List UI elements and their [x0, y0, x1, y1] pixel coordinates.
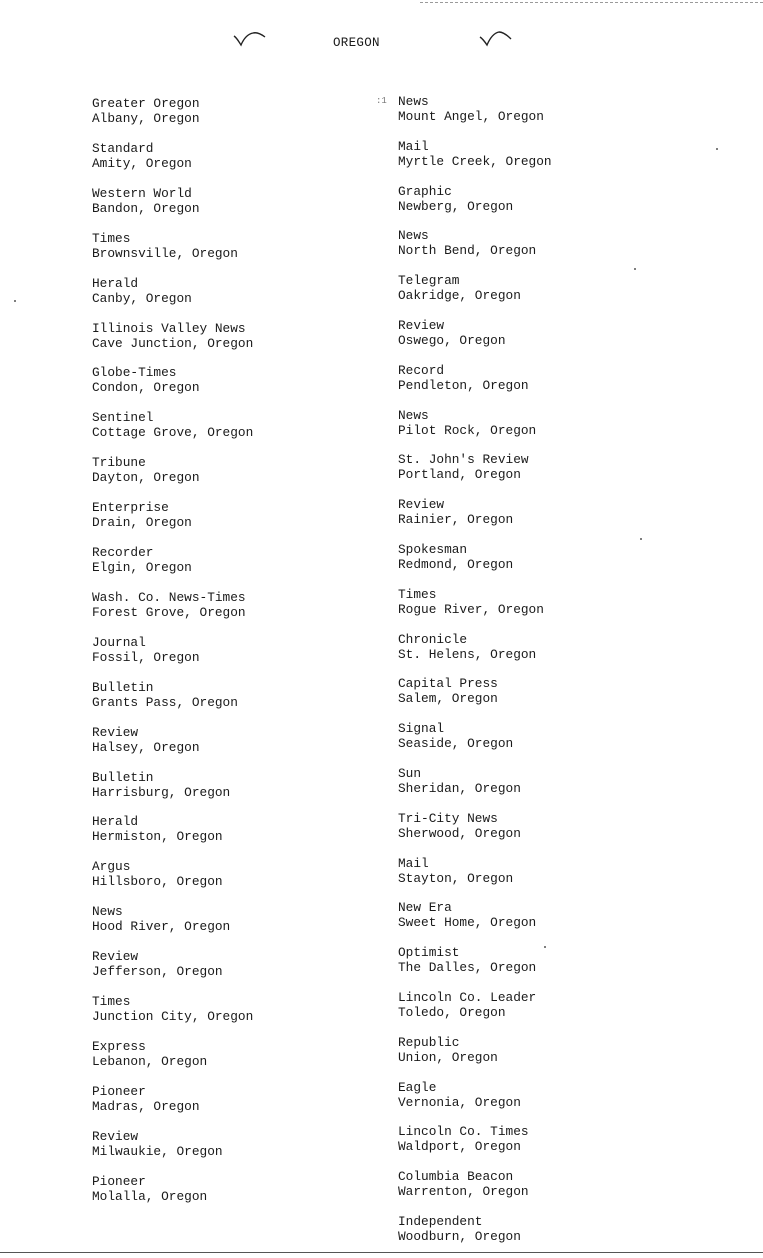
newspaper-name: Pioneer	[92, 1173, 146, 1189]
newspaper-city: Sweet Home, Oregon	[398, 915, 537, 931]
newspaper-name: Sentinel	[92, 410, 154, 426]
checkmark-icon	[232, 26, 266, 48]
newspaper-city: Molalla, Oregon	[92, 1188, 208, 1204]
newspaper-name: Standard	[92, 140, 154, 156]
newspaper-name: Recorder	[92, 545, 154, 560]
list-item	[92, 680, 238, 710]
list-item	[92, 141, 192, 171]
newspaper-name: Tri-City News	[398, 810, 498, 826]
list-item	[398, 1080, 521, 1110]
newspaper-name: St. John's Review	[398, 452, 529, 468]
newspaper-name: Columbia Beacon	[398, 1169, 514, 1185]
newspaper-name: Republic	[398, 1034, 460, 1050]
newspaper-name: Express	[92, 1038, 146, 1054]
newspaper-city: Harrisburg, Oregon	[92, 784, 231, 800]
list-item	[398, 900, 536, 930]
margin-tick: :1	[376, 96, 387, 106]
newspaper-name: Pioneer	[92, 1083, 146, 1099]
list-item	[398, 587, 544, 617]
list-item	[92, 321, 253, 351]
list-item	[398, 721, 513, 751]
newspaper-city: Portland, Oregon	[398, 467, 521, 483]
list-item	[92, 231, 238, 261]
newspaper-city: Canby, Oregon	[92, 290, 192, 306]
newspaper-city: Woodburn, Oregon	[398, 1229, 521, 1244]
newspaper-city: Rogue River, Oregon	[398, 601, 544, 617]
newspaper-city: Mount Angel, Oregon	[398, 109, 544, 124]
list-item	[398, 856, 513, 886]
list-item	[92, 545, 192, 575]
newspaper-city: Pendleton, Oregon	[398, 377, 529, 393]
list-item	[92, 770, 230, 800]
newspaper-name: Globe-Times	[92, 365, 177, 381]
newspaper-name: Wash. Co. News-Times	[92, 589, 246, 605]
newspaper-name: Times	[398, 586, 437, 602]
speck	[640, 538, 642, 540]
newspaper-name: Enterprise	[92, 500, 169, 516]
list-item	[92, 725, 200, 755]
list-item	[398, 363, 529, 393]
list-item	[398, 632, 536, 662]
speck	[716, 148, 718, 150]
newspaper-city: Pilot Rock, Oregon	[398, 422, 537, 438]
newspaper-name: Graphic	[398, 183, 452, 199]
bottom-edge-line	[0, 1252, 763, 1253]
newspaper-city: Toledo, Oregon	[398, 1005, 506, 1020]
newspaper-name: Spokesman	[398, 542, 468, 557]
newspaper-name: Argus	[92, 859, 131, 875]
newspaper-name: Review	[92, 949, 139, 965]
speck	[544, 946, 546, 948]
list-item	[92, 994, 253, 1024]
newspaper-name: Mail	[398, 855, 429, 871]
newspaper-city: Oakridge, Oregon	[398, 288, 521, 304]
newspaper-name: Herald	[92, 275, 139, 291]
newspaper-name: Herald	[92, 814, 139, 830]
newspaper-city: St. Helens, Oregon	[398, 646, 537, 662]
newspaper-name: Lincoln Co. Times	[398, 1124, 529, 1140]
newspaper-name: Journal	[92, 634, 146, 650]
list-item	[398, 811, 521, 841]
newspaper-name: Capital Press	[398, 676, 498, 692]
newspaper-city: Hood River, Oregon	[92, 919, 231, 935]
newspaper-city: Sheridan, Oregon	[398, 781, 521, 796]
newspaper-name: Review	[398, 497, 445, 513]
newspaper-name: Review	[398, 318, 445, 333]
newspaper-city: Salem, Oregon	[398, 691, 498, 707]
page-title: OREGON	[333, 36, 380, 50]
newspaper-name: News	[398, 94, 429, 109]
newspaper-city: Forest Grove, Oregon	[92, 604, 246, 620]
newspaper-city: The Dalles, Oregon	[398, 960, 537, 976]
speck	[14, 300, 16, 302]
newspaper-city: Condon, Oregon	[92, 380, 200, 396]
newspaper-city: Stayton, Oregon	[398, 870, 514, 886]
top-edge-dashes	[420, 2, 763, 3]
list-item	[398, 676, 498, 706]
newspaper-name: Bulletin	[92, 679, 154, 695]
newspaper-city: Waldport, Oregon	[398, 1139, 521, 1155]
list-item	[398, 273, 521, 303]
newspaper-name: News	[398, 407, 429, 423]
newspaper-city: Grants Pass, Oregon	[92, 694, 238, 710]
newspaper-city: Madras, Oregon	[92, 1098, 200, 1114]
list-item	[398, 184, 513, 214]
newspaper-name: Tribune	[92, 455, 146, 471]
newspaper-city: Jefferson, Oregon	[92, 964, 223, 980]
checkmark-icon	[478, 26, 512, 48]
newspaper-name: Illinois Valley News	[92, 320, 246, 336]
newspaper-name: Signal	[398, 721, 445, 737]
list-item	[92, 590, 246, 620]
list-item	[92, 276, 192, 306]
list-item	[398, 1169, 529, 1199]
list-item	[398, 408, 536, 438]
newspaper-name: Greater Oregon	[92, 96, 200, 111]
newspaper-city: North Bend, Oregon	[398, 243, 537, 259]
list-item	[398, 497, 513, 527]
list-item	[398, 94, 544, 124]
newspaper-city: Myrtle Creek, Oregon	[398, 153, 552, 169]
newspaper-name: Eagle	[398, 1079, 437, 1095]
newspaper-name: Review	[92, 724, 139, 740]
newspaper-city: Dayton, Oregon	[92, 470, 200, 486]
newspaper-city: Cave Junction, Oregon	[92, 335, 254, 351]
newspaper-city: Junction City, Oregon	[92, 1009, 254, 1024]
newspaper-city: Elgin, Oregon	[92, 560, 192, 575]
newspaper-city: Cottage Grove, Oregon	[92, 425, 254, 441]
newspaper-city: Drain, Oregon	[92, 515, 192, 531]
newspaper-name: Record	[398, 362, 445, 378]
newspaper-city: Lebanon, Oregon	[92, 1053, 208, 1069]
newspaper-name: Telegram	[398, 273, 460, 289]
newspaper-city: Rainier, Oregon	[398, 512, 514, 528]
newspaper-city: Oswego, Oregon	[398, 333, 506, 348]
newspaper-city: Hermiston, Oregon	[92, 829, 223, 845]
newspaper-city: Redmond, Oregon	[398, 557, 514, 572]
newspaper-city: Union, Oregon	[398, 1049, 498, 1065]
list-item	[398, 139, 552, 169]
list-item	[398, 1124, 529, 1154]
newspaper-name: New Era	[398, 900, 452, 916]
newspaper-city: Albany, Oregon	[92, 111, 200, 126]
newspaper-city: Vernonia, Oregon	[398, 1094, 521, 1110]
list-item	[92, 1129, 223, 1159]
newspaper-city: Milwaukie, Oregon	[92, 1143, 223, 1159]
newspaper-name: News	[92, 904, 123, 920]
newspaper-name: Mail	[398, 138, 429, 154]
list-item	[92, 814, 223, 844]
newspaper-name: Lincoln Co. Leader	[398, 990, 537, 1005]
newspaper-name: Bulletin	[92, 769, 154, 785]
newspaper-city: Sherwood, Oregon	[398, 825, 521, 841]
list-item	[92, 410, 253, 440]
list-item	[92, 1084, 200, 1114]
newspaper-city: Warrenton, Oregon	[398, 1184, 529, 1200]
list-item	[92, 365, 200, 395]
newspaper-name: Times	[92, 230, 131, 246]
list-item	[92, 635, 200, 665]
list-item	[92, 96, 200, 126]
list-item	[398, 766, 521, 796]
newspaper-name: News	[398, 228, 429, 244]
list-item	[92, 1174, 207, 1204]
list-item	[398, 542, 513, 572]
speck	[634, 268, 636, 270]
list-item	[398, 318, 506, 348]
newspaper-city: Halsey, Oregon	[92, 739, 200, 755]
list-item	[92, 949, 223, 979]
list-item	[398, 945, 536, 975]
newspaper-name: Optimist	[398, 945, 460, 961]
list-item	[398, 228, 536, 258]
newspaper-name: Chronicle	[398, 631, 468, 647]
newspaper-name: Sun	[398, 766, 422, 781]
newspaper-city: Seaside, Oregon	[398, 736, 514, 752]
newspaper-name: Times	[92, 994, 131, 1009]
newspaper-city: Brownsville, Oregon	[92, 245, 238, 261]
newspaper-name: Independent	[398, 1214, 483, 1229]
list-item	[92, 904, 230, 934]
newspaper-city: Bandon, Oregon	[92, 200, 200, 216]
newspaper-city: Fossil, Oregon	[92, 649, 200, 665]
list-item	[92, 455, 200, 485]
list-item	[92, 186, 200, 216]
list-item	[398, 452, 529, 482]
list-item	[398, 990, 536, 1020]
list-item	[92, 859, 223, 889]
list-item	[398, 1035, 498, 1065]
newspaper-name: Review	[92, 1128, 139, 1144]
newspaper-city: Amity, Oregon	[92, 155, 192, 171]
newspaper-city: Hillsboro, Oregon	[92, 874, 223, 890]
newspaper-name: Western World	[92, 185, 192, 201]
newspaper-city: Newberg, Oregon	[398, 198, 514, 214]
list-item	[92, 1039, 207, 1069]
list-item	[398, 1214, 521, 1244]
list-item	[92, 500, 192, 530]
